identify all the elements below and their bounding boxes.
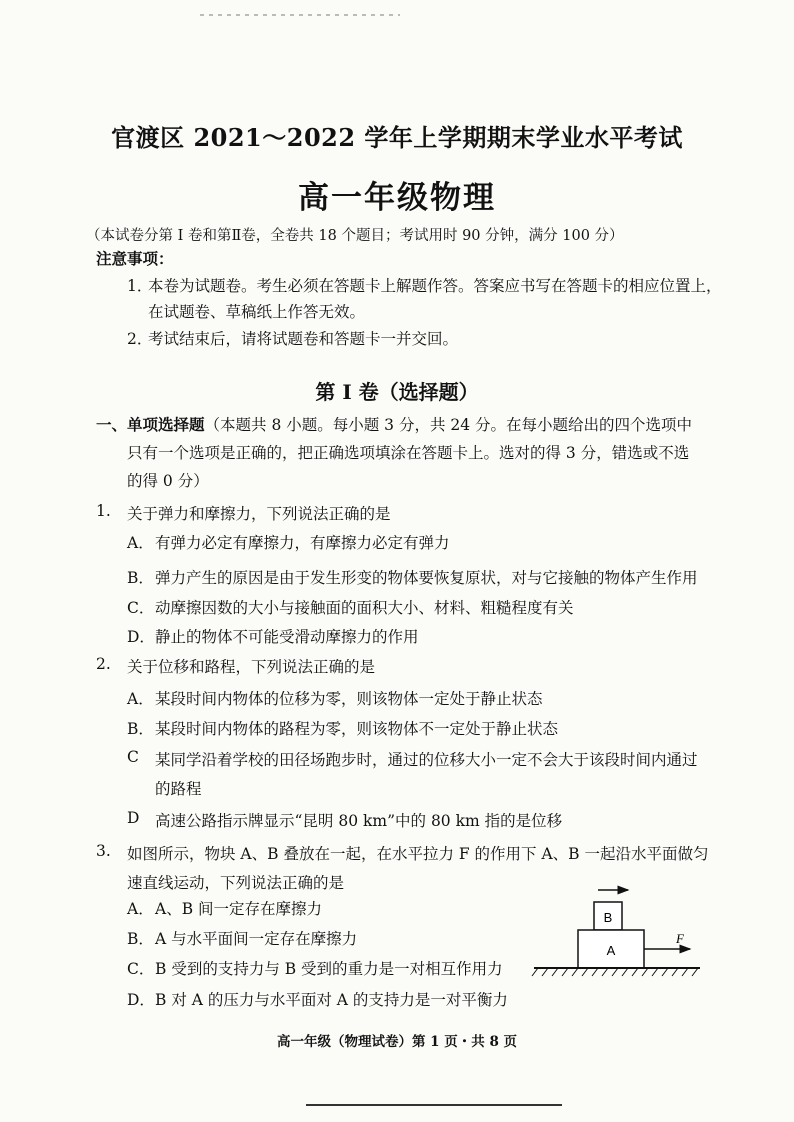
q1-option-b: 弹力产生的原因是由于发生形变的物体要恢复原状，对与它接触的物体产生作用	[155, 569, 698, 587]
q1-stem: 关于弹力和摩擦力，下列说法正确的是	[127, 505, 391, 523]
q3-option-b: A 与水平面间一定存在摩擦力	[155, 930, 358, 948]
section-title: 第 I 卷（选择题）	[315, 380, 479, 404]
notice-text-1b: 在试题卷、草稿纸上作答无效。	[148, 303, 366, 321]
scan-mark-top	[200, 14, 400, 16]
q1-option-a-key: A．	[127, 534, 154, 552]
q2-option-c-key: C	[127, 748, 139, 766]
q3-num: 3.	[96, 842, 111, 860]
part-label: 一、单项选择题	[96, 415, 205, 434]
ground-hatching	[532, 968, 698, 976]
subject-title: 高一年级物理	[298, 180, 496, 216]
exam-title: 官渡区 2021～2022 学年上学期期末学业水平考试	[111, 123, 683, 152]
q3-option-d: B 对 A 的压力与水平面对 A 的支持力是一对平衡力	[155, 991, 508, 1009]
q3-option-a: A、B 间一定存在摩擦力	[155, 900, 323, 918]
q2-option-d: 高速公路指示牌显示“昆明 80 km”中的 80 km 指的是位移	[155, 812, 563, 830]
q1-option-d: 静止的物体不可能受滑动摩擦力的作用	[155, 628, 419, 646]
q3-option-d-key: D．	[127, 991, 155, 1009]
q1-option-d-key: D．	[127, 628, 155, 646]
q3-option-b-key: B．	[127, 930, 154, 948]
page-footer: 高一年级（物理试卷）第 1 页・共 8 页	[276, 1034, 518, 1050]
q2-option-b: 某段时间内物体的路程为零，则该物体不一定处于静止状态	[155, 720, 559, 738]
notice-heading: 注意事项：	[96, 249, 174, 268]
q3-option-c: B 受到的支持力与 B 受到的重力是一对相互作用力	[155, 960, 503, 978]
q2-stem: 关于位移和路程，下列说法正确的是	[127, 658, 376, 676]
q1-option-c: 动摩擦因数的大小与接触面的面积大小、材料、粗糙程度有关	[155, 599, 574, 617]
q1-option-c-key: C．	[127, 599, 155, 617]
q2-option-c-cont: 的路程	[155, 780, 202, 798]
q2-option-b-key: B．	[127, 720, 154, 738]
scan-mark-bottom	[306, 1104, 562, 1106]
q3-stem-cont: 速直线运动，下列说法正确的是	[127, 874, 345, 892]
part-desc-1: （本题共 8 小题。每小题 3 分，共 24 分。在每小题给出的四个选项中	[204, 416, 693, 434]
q1-option-b-key: B．	[127, 569, 154, 587]
notice-text-1a: 本卷为试题卷。考生必须在答题卡上解题作答。答案应书写在答题卡的相应位置上，	[148, 277, 722, 295]
notice-num-2: 2．	[127, 330, 153, 348]
block-a-label: A	[606, 943, 616, 958]
part-desc-3: 的得 0 分）	[127, 472, 209, 490]
block-b-label: B	[603, 910, 613, 925]
q3-option-c-key: C．	[127, 960, 155, 978]
q2-option-d-key: D	[127, 809, 140, 827]
notice-text-2: 考试结束后，请将试题卷和答题卡一并交回。	[148, 330, 459, 348]
force-label: F	[676, 931, 684, 946]
q1-option-a: 有弹力必定有摩擦力，有摩擦力必定有弹力	[155, 534, 450, 552]
q2-option-c: 某同学沿着学校的田径场跑步时，通过的位移大小一定不会大于该段时间内通过	[155, 751, 698, 769]
q3-option-a-key: A．	[127, 900, 154, 918]
q2-num: 2.	[96, 655, 111, 673]
q3-stem: 如图所示，物块 A、B 叠放在一起，在水平拉力 F 的作用下 A、B 一起沿水平面做匀	[127, 845, 709, 863]
q2-option-a: 某段时间内物体的位移为零，则该物体一定处于静止状态	[155, 690, 543, 708]
part-desc-2: 只有一个选项是正确的，把正确选项填涂在答题卡上。选对的得 3 分，错选或不选	[127, 444, 690, 462]
q1-num: 1.	[96, 502, 111, 520]
q2-option-a-key: A．	[127, 690, 154, 708]
exam-info: （本试卷分第 I 卷和第Ⅱ卷，全卷共 18 个题目；考试用时 90 分钟，满分 100 分）	[86, 228, 624, 244]
part-header	[96, 413, 692, 435]
notice-num-1: 1．	[127, 277, 153, 295]
q3-figure	[528, 880, 708, 980]
